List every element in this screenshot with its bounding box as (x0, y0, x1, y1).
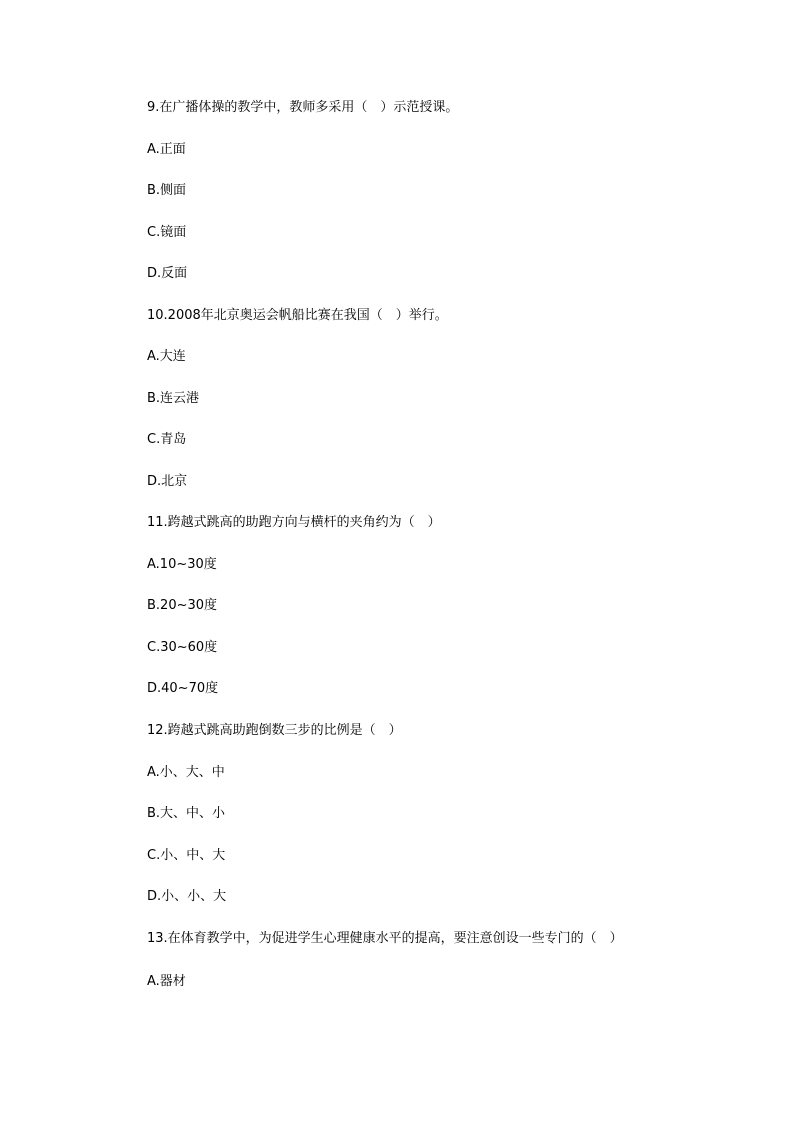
question-9-option-d: D.反面 (147, 266, 188, 281)
question-12-option-a: A.小、大、中 (147, 765, 225, 780)
question-10-option-c: C.青岛 (147, 432, 187, 447)
question-10-option-d: D.北京 (147, 474, 188, 489)
question-13-stem: 13.在体育教学中，为促进学生心理健康水平的提高，要注意创设一些专门的（ ） (147, 931, 623, 946)
question-10-stem: 10.2008年北京奥运会帆船比赛在我国（ ）举行。 (147, 308, 448, 323)
question-11-option-c: C.30~60度 (147, 640, 218, 655)
question-11-stem: 11.跨越式跳高的助跑方向与横杆的夹角约为（ ） (147, 515, 441, 530)
question-13-option-a: A.器材 (147, 974, 186, 989)
question-11-option-a: A.10~30度 (147, 557, 217, 572)
question-10-option-b: B.连云港 (147, 391, 200, 406)
question-12-option-c: C.小、中、大 (147, 848, 226, 863)
question-9-option-a: A.正面 (147, 142, 186, 157)
question-12-option-b: B.大、中、小 (147, 806, 226, 821)
question-10-option-a: A.大连 (147, 349, 186, 364)
question-12-option-d: D.小、小、大 (147, 889, 227, 904)
question-9-option-b: B.侧面 (147, 183, 187, 198)
question-11-option-b: B.20~30度 (147, 598, 218, 613)
question-11-option-d: D.40~70度 (147, 681, 219, 696)
question-9-stem: 9.在广播体操的教学中，教师多采用（ ）示范授课。 (147, 100, 459, 115)
question-12-stem: 12.跨越式跳高助跑倒数三步的比例是（ ） (147, 723, 402, 738)
question-9-option-c: C.镜面 (147, 225, 187, 240)
